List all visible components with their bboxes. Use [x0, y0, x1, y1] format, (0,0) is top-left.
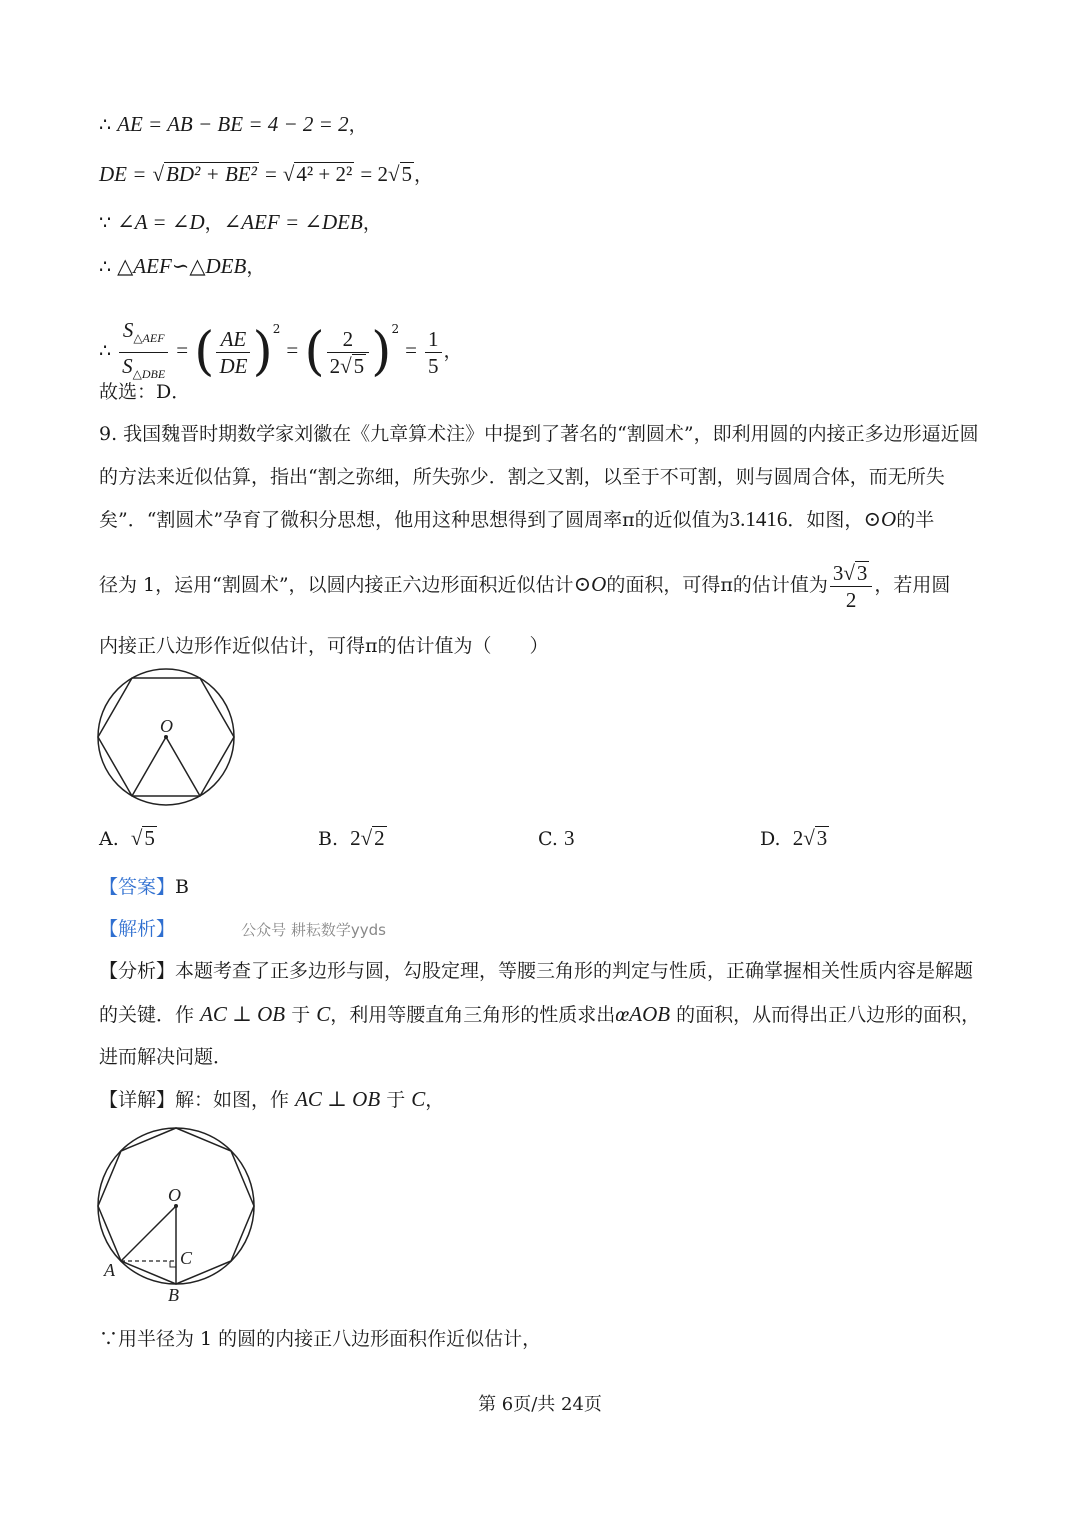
de-label: DE = [99, 162, 147, 186]
hexagon-figure [96, 668, 238, 806]
similar-triangles: △AEF∽△DEB [117, 254, 247, 278]
question-9-line-5: 内接正八边形作近似估计，可得π的估计值为（ ） [99, 635, 549, 657]
page-footer: 第 6页/共 24页 [478, 1394, 602, 1415]
segment-oa [121, 1206, 176, 1261]
equation-ae: AE = AB − BE = 4 − 2 = 2 [117, 112, 349, 136]
question-9-line-4: 径为 1，运用“割圆术”，以圆内接正六边形面积近似估计⊙O的面积，可得π的估计值为 $\frac{3√3}{2}$ ，若用圆 [99, 560, 951, 612]
last-line: ∵用半径为 1 的圆的内接正八边形面积作近似估计， [99, 1328, 542, 1350]
pi-symbol: π [622, 509, 635, 531]
label-o: O [160, 716, 173, 736]
option-b[interactable]: B. 2√2 [318, 826, 385, 850]
detail-label: 【详解】 [99, 1089, 176, 1111]
equals-two: = 2 [360, 162, 388, 186]
sqrt-4-2: 4² + 2² [296, 162, 353, 186]
label-a: A [104, 1260, 115, 1280]
center-triangle [132, 737, 200, 796]
fenxi-line-3: 进而解决问题． [99, 1046, 233, 1068]
label-b: B [168, 1285, 179, 1305]
fenxi-line-2: 的关键．作 AC ⊥ OB 于 C，利用等腰直角三角形的性质求出œAOB 的面积，从而得出正八边形的面积， [99, 1002, 981, 1026]
analysis-line [99, 915, 386, 944]
choice-line: 故选：D． [99, 381, 191, 403]
solution-step-2: DE = √BD² + BE² = √4² + 2² = 2√5 ， [99, 162, 434, 186]
answer-label: 【答案】 [99, 876, 176, 898]
question-9-line-1: 9. 我国魏晋时期数学家刘徽在《九章算术注》中提到了著名的“割圆术”，即利用圆的内接正多边形逼近圆 [99, 423, 979, 445]
pi-value: 3.1416 [729, 507, 788, 531]
label-o: O [168, 1185, 181, 1205]
comma: ， [348, 114, 368, 136]
because-symbol: ∵ [99, 212, 112, 234]
solution-step-3 [99, 208, 382, 237]
fenxi-line-1: 【分析】本题考查了正多边形与圆，勾股定理，等腰三角形的判定与性质，正确掌握相关性质内容是解题 [99, 960, 974, 982]
solution-step-4 [99, 252, 265, 281]
right-angle-mark [170, 1261, 176, 1267]
equals: = [264, 162, 277, 186]
question-9-line-2: 的方法来近似估算，指出“割之弥细，所失弥少．割之又割，以至于不可割，则与圆周合体，而无所失 [99, 466, 945, 488]
fenxi-label: 【分析】 [99, 960, 176, 982]
circle-o-symbol: ⊙O [863, 507, 897, 531]
two-over-two-root-five: $\frac{2}{2√5}$ [327, 326, 370, 379]
solution-step-1 [99, 110, 368, 139]
option-d[interactable]: D. 2√3 [760, 826, 828, 850]
octagon-figure [96, 1126, 258, 1306]
comma: ， [246, 256, 266, 278]
answer-line [99, 873, 189, 901]
label-c: C [180, 1248, 193, 1268]
question-9-line-3: 矣”．“割圆术”孕育了微积分思想，他用这种思想得到了圆周率π的近似值为3.1416．如图，⊙O的半 [99, 507, 935, 531]
watermark-text: 公众号 耕耘数学yyds [241, 921, 386, 939]
therefore-symbol: ∴ [99, 340, 112, 362]
comma: ， [414, 164, 434, 186]
option-c[interactable]: C. 3 [538, 826, 575, 850]
solution-step-5: ∴ $\frac{S_{\triangle AEF}}{S_{\triangle DBE}}$ = ( $\frac{AE}{DE}$ )$^2$ = ( $\frac{2}{2√5}$ )$^2$ = $\frac{1}{5}$ ， [99, 296, 463, 387]
area-ratio-fraction: $\frac{S_{\triangle AEF}}{S_{\triangle DBE}}$ [119, 317, 168, 386]
sqrt-bd-be: BD² + BE² [166, 162, 257, 186]
option-a[interactable]: A. √5 [99, 826, 155, 850]
one-fifth-fraction: $\frac{1}{5}$ [425, 326, 442, 379]
three-root-three-over-two: $\frac{3√3}{2}$ [830, 560, 873, 613]
sqrt-5: 5 [401, 162, 412, 186]
answer-value: B [175, 876, 189, 898]
comma: ， [362, 212, 382, 234]
angle-aef-eq-deb: ∠AEF = ∠DEB [223, 210, 363, 234]
separator: ， [204, 212, 224, 234]
ae-de-fraction: $\frac{AE}{DE}$ [216, 326, 250, 379]
detail-line: 【详解】解：如图，作 AC ⊥ OB 于 C， [99, 1087, 445, 1111]
therefore-symbol: ∴ [99, 114, 112, 136]
angle-a-eq-d: ∠A = ∠D [117, 210, 205, 234]
analysis-label: 【解析】 [99, 918, 176, 940]
therefore-symbol: ∴ [99, 256, 112, 278]
